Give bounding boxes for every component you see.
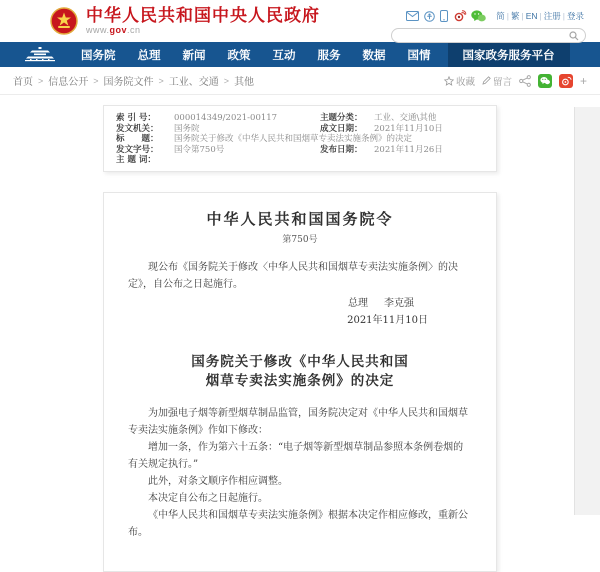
paragraph: 本决定自公布之日起施行。 — [148, 492, 268, 504]
wechat-share-icon[interactable] — [538, 74, 552, 88]
lang-english[interactable]: EN — [525, 11, 538, 21]
signer-name: 李克强 — [384, 297, 414, 309]
primary-nav — [0, 42, 600, 67]
breadcrumb — [0, 67, 600, 95]
search-box[interactable] — [391, 28, 586, 43]
decree-number: 第750号 — [282, 234, 318, 245]
signature-line — [104, 295, 496, 312]
url-cn: .cn — [127, 25, 141, 35]
crumb-home[interactable]: 首页 — [13, 77, 33, 88]
decree-title: 中华人民共和国国务院令 — [206, 209, 394, 228]
pencil-icon — [482, 76, 491, 85]
utility-icon-row — [391, 9, 586, 23]
nav-item-data[interactable]: 数据 — [362, 49, 386, 62]
lang-simplified[interactable]: 简 — [496, 11, 505, 21]
main-content — [0, 105, 600, 538]
nav-item-gov-service-platform[interactable]: 国家政务服务平台 — [448, 42, 570, 67]
document-body — [103, 192, 497, 572]
favorite-button[interactable] — [444, 74, 475, 88]
meta-label-index-no: 索 引 号： — [116, 113, 156, 123]
decision-title-line2: 烟草专卖法实施条例》的决定 — [205, 372, 395, 389]
search-icon[interactable] — [569, 31, 579, 41]
meta-value-publish-date: 2021年11月26日 — [374, 144, 443, 155]
site-url — [86, 25, 320, 35]
url-gov: gov — [109, 25, 128, 35]
register-link[interactable]: 注册 — [543, 11, 561, 21]
meta-value-issuing-agency: 国务院 — [174, 123, 200, 134]
meta-label-title: 标 题： — [116, 134, 159, 144]
nav-item-premier[interactable]: 总理 — [137, 49, 161, 62]
meta-row-doc-number — [116, 145, 484, 156]
meta-row-issuing-agency — [116, 124, 484, 135]
meta-value-topic-category: 工业、交通\其他 — [374, 113, 437, 123]
star-icon — [444, 76, 454, 86]
page-right-gutter — [574, 107, 600, 515]
lang-traditional[interactable]: 繁 — [510, 11, 520, 21]
nav-item-news[interactable]: 新闻 — [182, 49, 206, 62]
crumb-info-disclosure[interactable]: 信息公开 — [48, 77, 89, 88]
url-www: www. — [86, 25, 110, 35]
weibo-icon[interactable] — [453, 10, 466, 22]
lang-sep: | — [521, 11, 524, 21]
crumb-other[interactable]: 其他 — [234, 77, 255, 88]
meta-label-publish-date: 发布日期： — [320, 144, 363, 155]
tiananmen-icon[interactable] — [22, 42, 58, 67]
meta-label-keywords: 主 题 词： — [116, 155, 156, 165]
nav-item-services[interactable]: 服务 — [317, 49, 341, 62]
decision-paragraphs — [104, 405, 496, 541]
header-utilities — [391, 9, 586, 43]
decision-title-line1: 国务院关于修改《中华人民共和国 — [191, 353, 409, 370]
nav-item-state-council[interactable]: 国务院 — [81, 49, 116, 62]
site-title: 中华人民共和国中央人民政府 — [86, 6, 320, 25]
meta-row-title — [116, 134, 484, 145]
search-input[interactable] — [400, 29, 550, 42]
comment-button[interactable] — [482, 74, 512, 88]
favorite-label: 收藏 — [455, 76, 475, 88]
meta-value-keywords — [174, 155, 484, 166]
signer-role: 总理 — [348, 297, 368, 309]
crumb-separator: > — [93, 75, 99, 86]
nav-item-country[interactable]: 国情 — [407, 49, 431, 62]
paragraph: 《中华人民共和国烟草专卖法实施条例》根据本决定作相应修改，重新公布。 — [128, 509, 468, 538]
language-links — [494, 10, 586, 22]
site-header — [0, 0, 600, 42]
crumb-separator: > — [158, 75, 164, 86]
meta-label-written-date: 成文日期： — [320, 123, 363, 134]
national-emblem-icon — [50, 7, 78, 35]
more-actions-button[interactable]: + — [579, 73, 587, 88]
paragraph: 增加一条，作为第六十五条：“电子烟等新型烟草制品参照本条例卷烟的有关规定执行。” — [128, 441, 464, 470]
meta-row-keywords — [116, 155, 484, 166]
crumb-state-council-docs[interactable]: 国务院文件 — [103, 77, 154, 88]
lang-sep: | — [539, 11, 542, 21]
meta-value-written-date: 2021年11月10日 — [374, 123, 443, 134]
comment-label: 留言 — [492, 76, 512, 88]
document-metadata-table — [103, 105, 497, 172]
signature-date: 2021年11月10日 — [347, 314, 428, 326]
decision-title — [104, 353, 496, 391]
nav-item-interact[interactable]: 互动 — [272, 49, 296, 62]
meta-label-topic-category: 主题分类： — [320, 113, 363, 123]
nav-item-policy[interactable]: 政策 — [227, 49, 251, 62]
mail-icon[interactable] — [406, 11, 419, 21]
page-actions — [444, 74, 587, 88]
crumb-separator: > — [38, 75, 44, 86]
lang-sep: | — [506, 11, 509, 21]
paragraph: 此外，对条文顺序作相应调整。 — [148, 475, 288, 487]
meta-row-index — [116, 113, 484, 124]
login-link[interactable]: 登录 — [566, 11, 584, 21]
accessibility-icon[interactable] — [424, 11, 435, 22]
meta-label-doc-number: 发文字号： — [116, 144, 159, 155]
meta-value-doc-number: 国令第750号 — [174, 144, 225, 155]
announcement-paragraph: 现公布《国务院关于修改〈中华人民共和国烟草专卖法实施条例〉的决定》，自公布之日起施行。 — [128, 261, 458, 290]
site-logo[interactable] — [50, 6, 320, 35]
crumb-industry-transport[interactable]: 工业、交通 — [168, 77, 219, 88]
meta-value-title: 国务院关于修改《中华人民共和国烟草专卖法实施条例》的决定 — [174, 134, 413, 144]
meta-value-index-no: 000014349/2021-00117 — [174, 113, 278, 123]
weibo-share-icon[interactable] — [559, 74, 573, 88]
share-icon[interactable] — [519, 75, 531, 87]
meta-label-issuing-agency: 发文机关： — [116, 123, 159, 134]
crumb-separator: > — [223, 75, 230, 86]
mobile-icon[interactable] — [440, 10, 448, 22]
paragraph: 为加强电子烟等新型烟草制品监管，国务院决定对《中华人民共和国烟草专卖法实施条例》作如下修改： — [128, 407, 468, 436]
lang-sep: | — [562, 11, 565, 21]
site-title-block — [86, 6, 320, 35]
wechat-icon[interactable] — [471, 10, 486, 22]
